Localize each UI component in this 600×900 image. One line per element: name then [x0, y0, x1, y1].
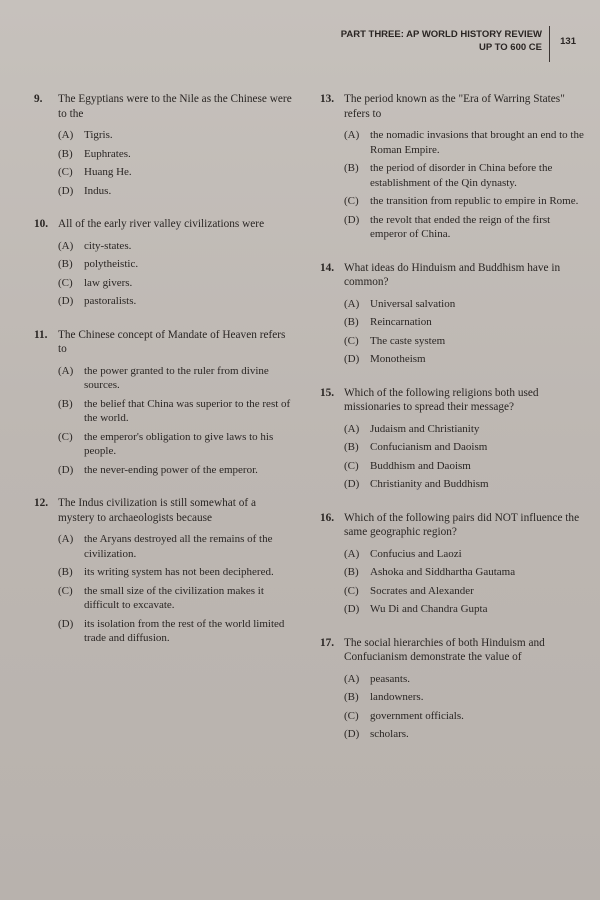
question — [320, 92, 585, 242]
option-text: Euphrates. — [84, 147, 131, 160]
option-label: (D) — [58, 295, 74, 307]
question-stem — [34, 217, 294, 232]
option-text: Confucius and Laozi — [370, 547, 462, 560]
question-stem — [320, 386, 585, 415]
header-divider — [549, 26, 550, 62]
answer-option — [58, 147, 294, 162]
question-stem — [320, 511, 585, 540]
option-label: (A) — [58, 129, 74, 141]
page-number: 131 — [560, 36, 576, 47]
option-label: (A) — [344, 422, 360, 435]
option-text: the power granted to the ruler from divine sources. — [84, 364, 269, 391]
question — [320, 636, 585, 742]
option-text: Christianity and Buddhism — [370, 478, 489, 490]
answer-option — [344, 213, 585, 242]
answer-option — [58, 128, 294, 143]
question-text: The Chinese concept of Mandate of Heaven refers to — [58, 328, 286, 355]
answer-option — [58, 184, 294, 199]
question-number: 14. — [320, 261, 335, 274]
option-text: Buddhism and Daoism — [370, 459, 471, 472]
option-text: peasants. — [370, 672, 411, 685]
answer-option — [58, 617, 294, 646]
answer-option — [344, 128, 585, 157]
option-label: (D) — [344, 478, 360, 490]
option-label: (C) — [58, 430, 73, 443]
option-text: Confucianism and Daoism — [370, 441, 488, 453]
question-number: 11. — [34, 328, 48, 341]
answer-option — [58, 239, 294, 254]
option-text: Ashoka and Siddhartha Gautama — [370, 566, 516, 578]
left-column — [34, 92, 294, 665]
answer-option — [344, 547, 585, 562]
answer-option — [344, 690, 585, 705]
answer-options — [58, 128, 294, 198]
answer-option — [344, 727, 585, 742]
question-stem — [34, 496, 294, 525]
option-label: (D) — [344, 353, 360, 365]
option-label: (D) — [58, 184, 74, 197]
answer-option — [344, 297, 585, 312]
answer-options — [58, 364, 294, 478]
option-label: (B) — [344, 316, 359, 328]
answer-option — [58, 276, 294, 291]
answer-option — [58, 584, 294, 613]
question — [34, 328, 294, 478]
answer-options — [344, 128, 585, 242]
option-text: the belief that China was superior to the rest of the world. — [84, 397, 291, 424]
option-text: the Aryans destroyed all the remains of the civilization. — [84, 533, 273, 560]
question-number: 9. — [34, 93, 43, 105]
option-label: (B) — [58, 258, 73, 270]
answer-options — [58, 532, 294, 646]
option-label: (C) — [344, 195, 359, 207]
option-label: (A) — [344, 547, 360, 560]
question-number: 16. — [320, 511, 335, 524]
question — [34, 496, 294, 646]
header-title-line1: PART THREE: AP WORLD HISTORY REVIEW — [340, 29, 542, 40]
question-text: All of the early river valley civilizations were — [58, 218, 265, 230]
question-number: 17. — [320, 636, 335, 649]
option-label: (B) — [344, 441, 359, 453]
question-text: The social hierarchies of both Hinduism and Confucianism demonstrate the value of — [344, 636, 545, 663]
question-number: 15. — [320, 386, 335, 399]
question-text: Which of the following religions both used missionaries to spread their message? — [344, 386, 539, 413]
option-label: (A) — [58, 533, 74, 545]
answer-option — [344, 565, 585, 580]
option-label: (D) — [344, 603, 360, 615]
option-label: (D) — [58, 463, 74, 476]
option-label: (B) — [344, 566, 359, 578]
option-text: the transition from republic to empire in Rome. — [370, 195, 579, 207]
option-text: the nomadic invasions that brought an end to the Roman Empire. — [370, 129, 584, 156]
answer-options — [344, 547, 585, 617]
option-label: (B) — [58, 147, 73, 160]
answer-option — [58, 463, 294, 478]
question — [34, 92, 294, 198]
option-label: (D) — [344, 213, 360, 226]
option-label: (D) — [58, 617, 74, 630]
option-text: Huang He. — [84, 166, 132, 178]
option-text: the period of disorder in China before the establishment of the Qin dynasty. — [370, 162, 553, 189]
option-text: pastoralists. — [84, 295, 137, 307]
running-header — [300, 28, 590, 62]
option-label: (A) — [344, 672, 360, 685]
answer-option — [344, 352, 585, 367]
option-label: (C) — [58, 276, 73, 289]
answer-option — [58, 532, 294, 561]
answer-option — [344, 194, 585, 209]
question-stem — [320, 636, 585, 665]
option-label: (A) — [344, 297, 360, 310]
option-label: (C) — [58, 166, 73, 178]
option-text: its isolation from the rest of the world limited trade and diffusion. — [84, 617, 285, 644]
option-label: (A) — [58, 239, 74, 252]
answer-options — [58, 239, 294, 309]
answer-option — [344, 709, 585, 724]
option-text: Indus. — [84, 184, 112, 197]
question-stem — [34, 328, 294, 357]
answer-options — [344, 422, 585, 492]
answer-option — [58, 294, 294, 309]
option-label: (B) — [58, 566, 73, 578]
option-label: (B) — [58, 397, 73, 410]
answer-option — [344, 440, 585, 455]
question-number: 12. — [34, 497, 49, 509]
option-text: government officials. — [370, 709, 464, 722]
answer-option — [58, 165, 294, 180]
answer-option — [344, 477, 585, 492]
answer-option — [344, 459, 585, 474]
question-stem — [320, 92, 585, 121]
question-number: 10. — [34, 218, 49, 230]
answer-option — [58, 364, 294, 393]
option-text: Monotheism — [370, 353, 426, 365]
question-stem — [320, 261, 585, 290]
answer-option — [58, 565, 294, 580]
option-label: (D) — [344, 728, 360, 740]
option-text: scholars. — [370, 728, 409, 740]
answer-option — [344, 334, 585, 349]
option-text: Reincarnation — [370, 316, 432, 328]
question — [34, 217, 294, 309]
question — [320, 386, 585, 492]
question — [320, 261, 585, 367]
option-text: Socrates and Alexander — [370, 584, 474, 597]
option-text: Tigris. — [84, 129, 113, 141]
question — [320, 511, 585, 617]
header-title-line2: UP TO 600 CE — [478, 42, 542, 53]
option-text: the emperor's obligation to give laws to his people. — [84, 430, 274, 457]
option-text: its writing system has not been deciphered. — [84, 566, 274, 578]
question-text: The Indus civilization is still somewhat of a mystery to archaeologists because — [58, 497, 256, 524]
answer-options — [344, 672, 585, 742]
option-text: polytheistic. — [84, 258, 139, 270]
answer-option — [344, 161, 585, 190]
answer-option — [58, 397, 294, 426]
option-label: (C) — [344, 584, 359, 597]
question-number: 13. — [320, 93, 335, 105]
option-text: the revolt that ended the reign of the first emperor of China. — [370, 213, 551, 240]
option-label: (C) — [58, 584, 73, 597]
option-text: the small size of the civilization makes it difficult to excavate. — [84, 584, 264, 611]
answer-option — [344, 315, 585, 330]
header-title — [341, 28, 542, 54]
question-text: The Egyptians were to the Nile as the Chinese were to the — [58, 93, 292, 120]
option-text: law givers. — [84, 276, 133, 289]
answer-option — [58, 430, 294, 459]
option-text: landowners. — [370, 691, 424, 703]
option-label: (C) — [344, 709, 359, 722]
question-stem — [34, 92, 294, 121]
right-column — [320, 92, 585, 761]
question-text: The period known as the "Era of Warring States" refers to — [344, 93, 565, 120]
option-label: (C) — [344, 459, 359, 472]
question-text: What ideas do Hinduism and Buddhism have in common? — [344, 261, 561, 288]
answer-option — [344, 672, 585, 687]
option-label: (B) — [344, 162, 359, 174]
option-text: Judaism and Christianity — [370, 422, 480, 435]
option-text: The caste system — [370, 334, 446, 347]
option-text: Wu Di and Chandra Gupta — [370, 603, 488, 615]
option-label: (C) — [344, 334, 359, 347]
answer-option — [344, 422, 585, 437]
option-text: Universal salvation — [370, 297, 456, 310]
option-label: (B) — [344, 691, 359, 703]
answer-option — [344, 602, 585, 617]
option-label: (A) — [344, 129, 360, 141]
answer-option — [58, 257, 294, 272]
answer-options — [344, 297, 585, 367]
option-label: (A) — [58, 364, 74, 377]
option-text: the never-ending power of the emperor. — [84, 463, 258, 476]
option-text: city-states. — [84, 239, 132, 252]
answer-option — [344, 584, 585, 599]
question-text: Which of the following pairs did NOT influence the same geographic region? — [344, 511, 580, 538]
